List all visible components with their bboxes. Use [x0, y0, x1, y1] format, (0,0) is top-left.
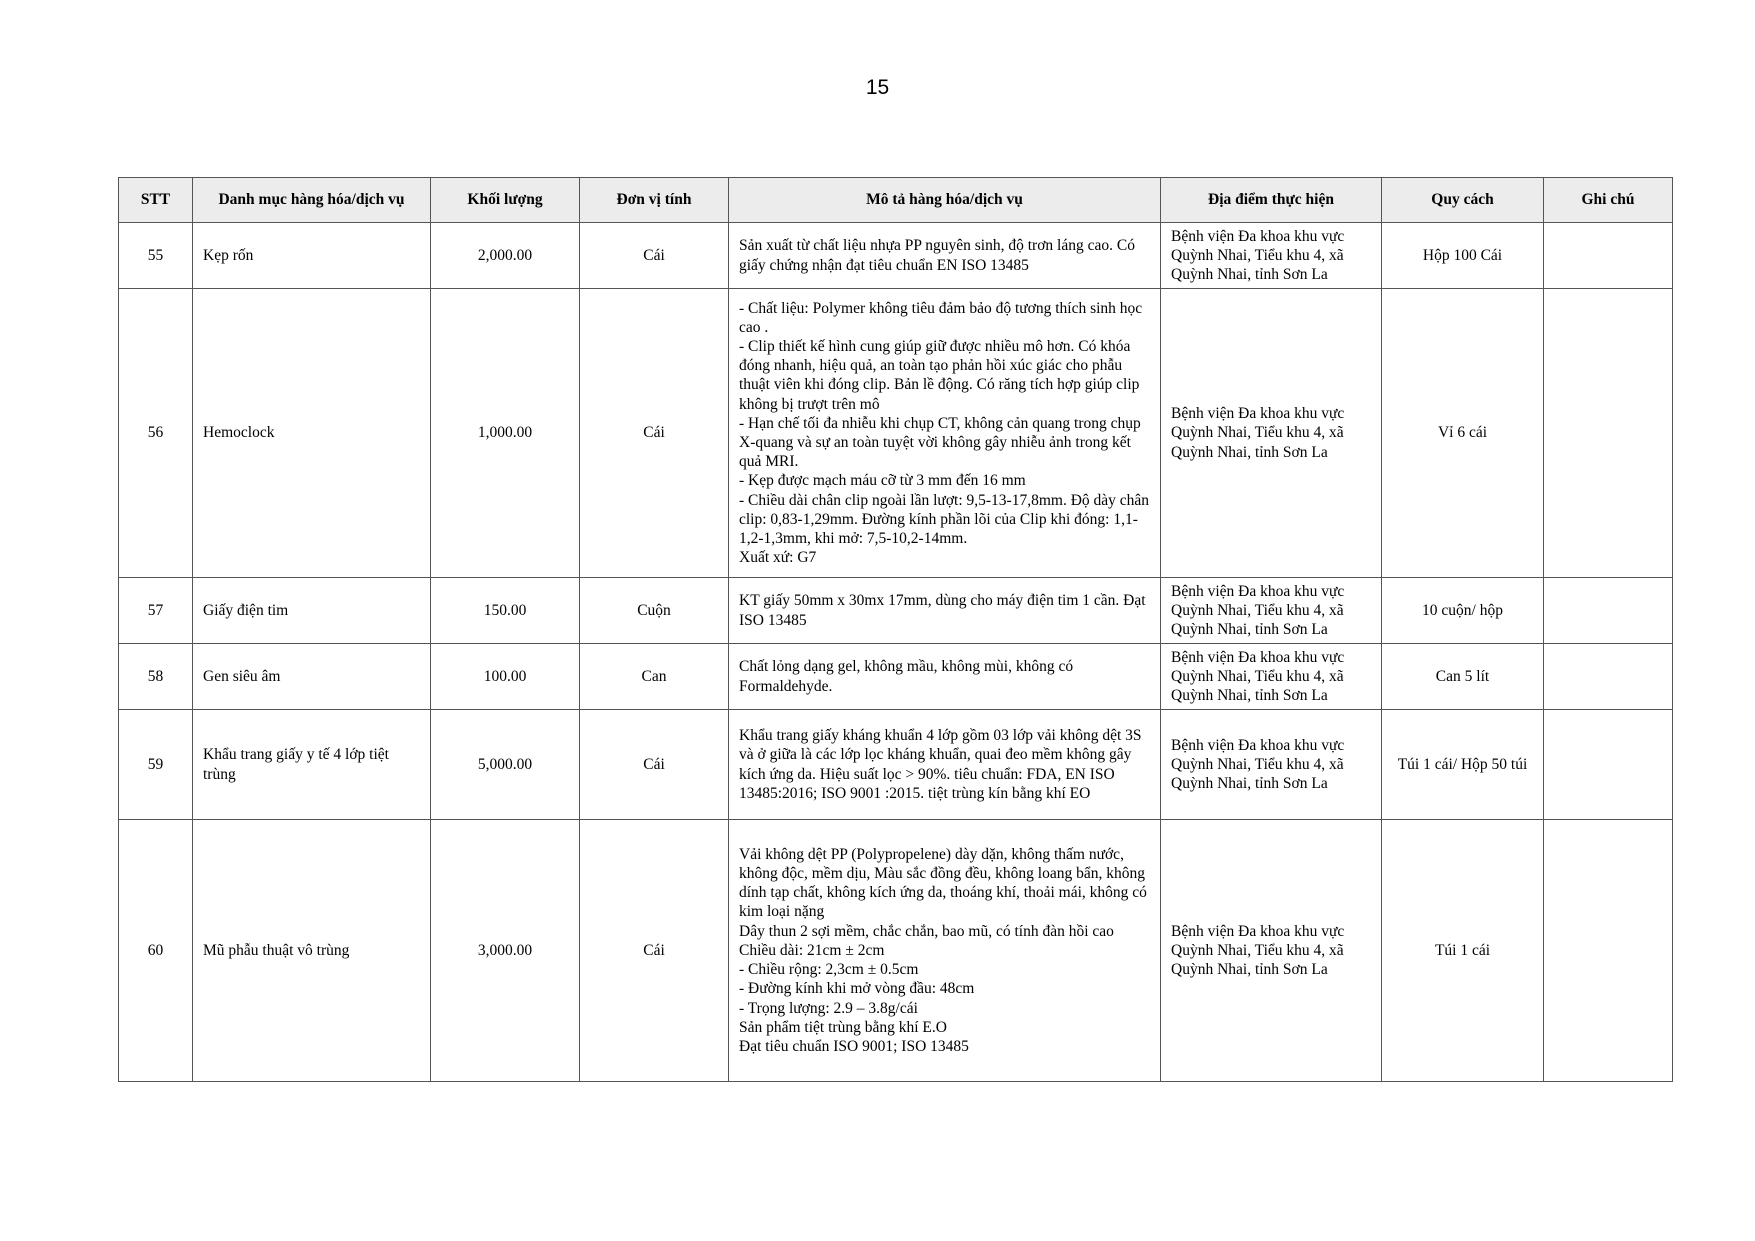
cell-note: [1544, 710, 1673, 820]
cell-location: Bệnh viện Đa khoa khu vực Quỳnh Nhai, Tiểu khu 4, xã Quỳnh Nhai, tỉnh Sơn La: [1161, 820, 1382, 1082]
cell-location: Bệnh viện Đa khoa khu vực Quỳnh Nhai, Tiểu khu 4, xã Quỳnh Nhai, tỉnh Sơn La: [1161, 644, 1382, 710]
cell-quantity: 5,000.00: [431, 710, 580, 820]
cell-stt: 60: [119, 820, 193, 1082]
cell-item: Mũ phẫu thuật vô trùng: [193, 820, 431, 1082]
header-quantity: Khối lượng: [431, 178, 580, 223]
header-spec: Quy cách: [1382, 178, 1544, 223]
table-row: [119, 820, 1673, 1082]
cell-location: Bệnh viện Đa khoa khu vực Quỳnh Nhai, Tiểu khu 4, xã Quỳnh Nhai, tỉnh Sơn La: [1161, 289, 1382, 578]
table-row: [119, 644, 1673, 710]
cell-location: Bệnh viện Đa khoa khu vực Quỳnh Nhai, Tiểu khu 4, xã Quỳnh Nhai, tỉnh Sơn La: [1161, 710, 1382, 820]
cell-description: Chất lỏng dạng gel, không mầu, không mùi, không có Formaldehyde.: [729, 644, 1161, 710]
cell-spec: Túi 1 cái/ Hộp 50 túi: [1382, 710, 1544, 820]
header-location: Địa điểm thực hiện: [1161, 178, 1382, 223]
cell-stt: 59: [119, 710, 193, 820]
cell-stt: 58: [119, 644, 193, 710]
cell-stt: 56: [119, 289, 193, 578]
table-header-row: [119, 178, 1673, 223]
cell-description: Sản xuất từ chất liệu nhựa PP nguyên sinh, độ trơn láng cao. Có giấy chứng nhận đạt tiêu chuẩn EN ISO 13485: [729, 223, 1161, 289]
cell-note: [1544, 644, 1673, 710]
cell-description: - Chất liệu: Polymer không tiêu đảm bảo độ tương thích sinh học cao . - Clip thiết kế hình cung giúp giữ được nhiều mô hơn. Có khóa đóng nhanh, hiệu quả, an toàn tạo phản hồi xúc giác cho phẫu thuật viên khi đóng clip. Bản lề động. Có răng tích hợp giúp clip không bị trượt trên mô - Hạn chế tối đa nhiễu khi chụp CT, không cản quang trong chụp X-quang và sự an toàn tuyệt vời không gây nhiễu ảnh trong kết quả MRI. - Kẹp được mạch máu cỡ từ 3 mm đến 16 mm - Chiều dài chân clip ngoài lần lượt: 9,5-13-17,8mm. Độ dày chân clip: 0,83-1,29mm. Đường kính phần lõi của Clip khi đóng: 1,1-1,2-1,3mm, khi mở: 7,5-10,2-14mm. Xuất xứ: G7: [729, 289, 1161, 578]
cell-item: Khẩu trang giấy y tế 4 lớp tiệt trùng: [193, 710, 431, 820]
cell-description: Vải không dệt PP (Polypropelene) dày dặn, không thấm nước, không độc, mềm dịu, Màu sắc đồng đều, không loang bẩn, không dính tạp chất, không kích ứng da, thoáng khí, thoải mái, không có kim loại nặng Dây thun 2 sợi mềm, chắc chắn, bao mũ, có tính đàn hồi cao Chiều dài: 21cm ± 2cm - Chiều rộng: 2,3cm ± 0.5cm - Đường kính khi mở vòng đầu: 48cm - Trọng lượng: 2.9 – 3.8g/cái Sản phẩm tiệt trùng bằng khí E.O Đạt tiêu chuẩn ISO 9001; ISO 13485: [729, 820, 1161, 1082]
cell-note: [1544, 820, 1673, 1082]
cell-unit: Can: [580, 644, 729, 710]
table-row: [119, 223, 1673, 289]
cell-stt: 55: [119, 223, 193, 289]
header-unit: Đơn vị tính: [580, 178, 729, 223]
cell-location: Bệnh viện Đa khoa khu vực Quỳnh Nhai, Tiểu khu 4, xã Quỳnh Nhai, tỉnh Sơn La: [1161, 223, 1382, 289]
cell-description: Khẩu trang giấy kháng khuẩn 4 lớp gồm 03 lớp vải không dệt 3S và ở giữa là các lớp lọc kháng khuẩn, quai đeo mềm không gây kích ứng da. Hiệu suất lọc > 90%. tiêu chuẩn: FDA, EN ISO 13485:2016; ISO 9001 :2015. tiệt trùng kín bằng khí EO: [729, 710, 1161, 820]
cell-note: [1544, 223, 1673, 289]
cell-item: Hemoclock: [193, 289, 431, 578]
goods-table: [118, 177, 1673, 1082]
table-row: [119, 710, 1673, 820]
cell-spec: Hộp 100 Cái: [1382, 223, 1544, 289]
cell-note: [1544, 289, 1673, 578]
cell-quantity: 150.00: [431, 578, 580, 644]
cell-stt: 57: [119, 578, 193, 644]
cell-unit: Cái: [580, 223, 729, 289]
cell-spec: 10 cuộn/ hộp: [1382, 578, 1544, 644]
cell-unit: Cái: [580, 710, 729, 820]
cell-quantity: 2,000.00: [431, 223, 580, 289]
header-description: Mô tả hàng hóa/dịch vụ: [729, 178, 1161, 223]
cell-item: Giấy điện tim: [193, 578, 431, 644]
cell-spec: Can 5 lít: [1382, 644, 1544, 710]
header-item: Danh mục hàng hóa/dịch vụ: [193, 178, 431, 223]
cell-item: Gen siêu âm: [193, 644, 431, 710]
cell-quantity: 3,000.00: [431, 820, 580, 1082]
cell-unit: Cuộn: [580, 578, 729, 644]
cell-spec: Vỉ 6 cái: [1382, 289, 1544, 578]
header-note: Ghi chú: [1544, 178, 1673, 223]
table-row: [119, 289, 1673, 578]
cell-description: KT giấy 50mm x 30mx 17mm, dùng cho máy điện tim 1 cần. Đạt ISO 13485: [729, 578, 1161, 644]
table-row: [119, 578, 1673, 644]
cell-note: [1544, 578, 1673, 644]
header-stt: STT: [119, 178, 193, 223]
cell-spec: Túi 1 cái: [1382, 820, 1544, 1082]
cell-location: Bệnh viện Đa khoa khu vực Quỳnh Nhai, Tiểu khu 4, xã Quỳnh Nhai, tỉnh Sơn La: [1161, 578, 1382, 644]
cell-unit: Cái: [580, 289, 729, 578]
cell-unit: Cái: [580, 820, 729, 1082]
cell-quantity: 100.00: [431, 644, 580, 710]
cell-quantity: 1,000.00: [431, 289, 580, 578]
page-number: 15: [865, 76, 890, 99]
cell-item: Kẹp rốn: [193, 223, 431, 289]
